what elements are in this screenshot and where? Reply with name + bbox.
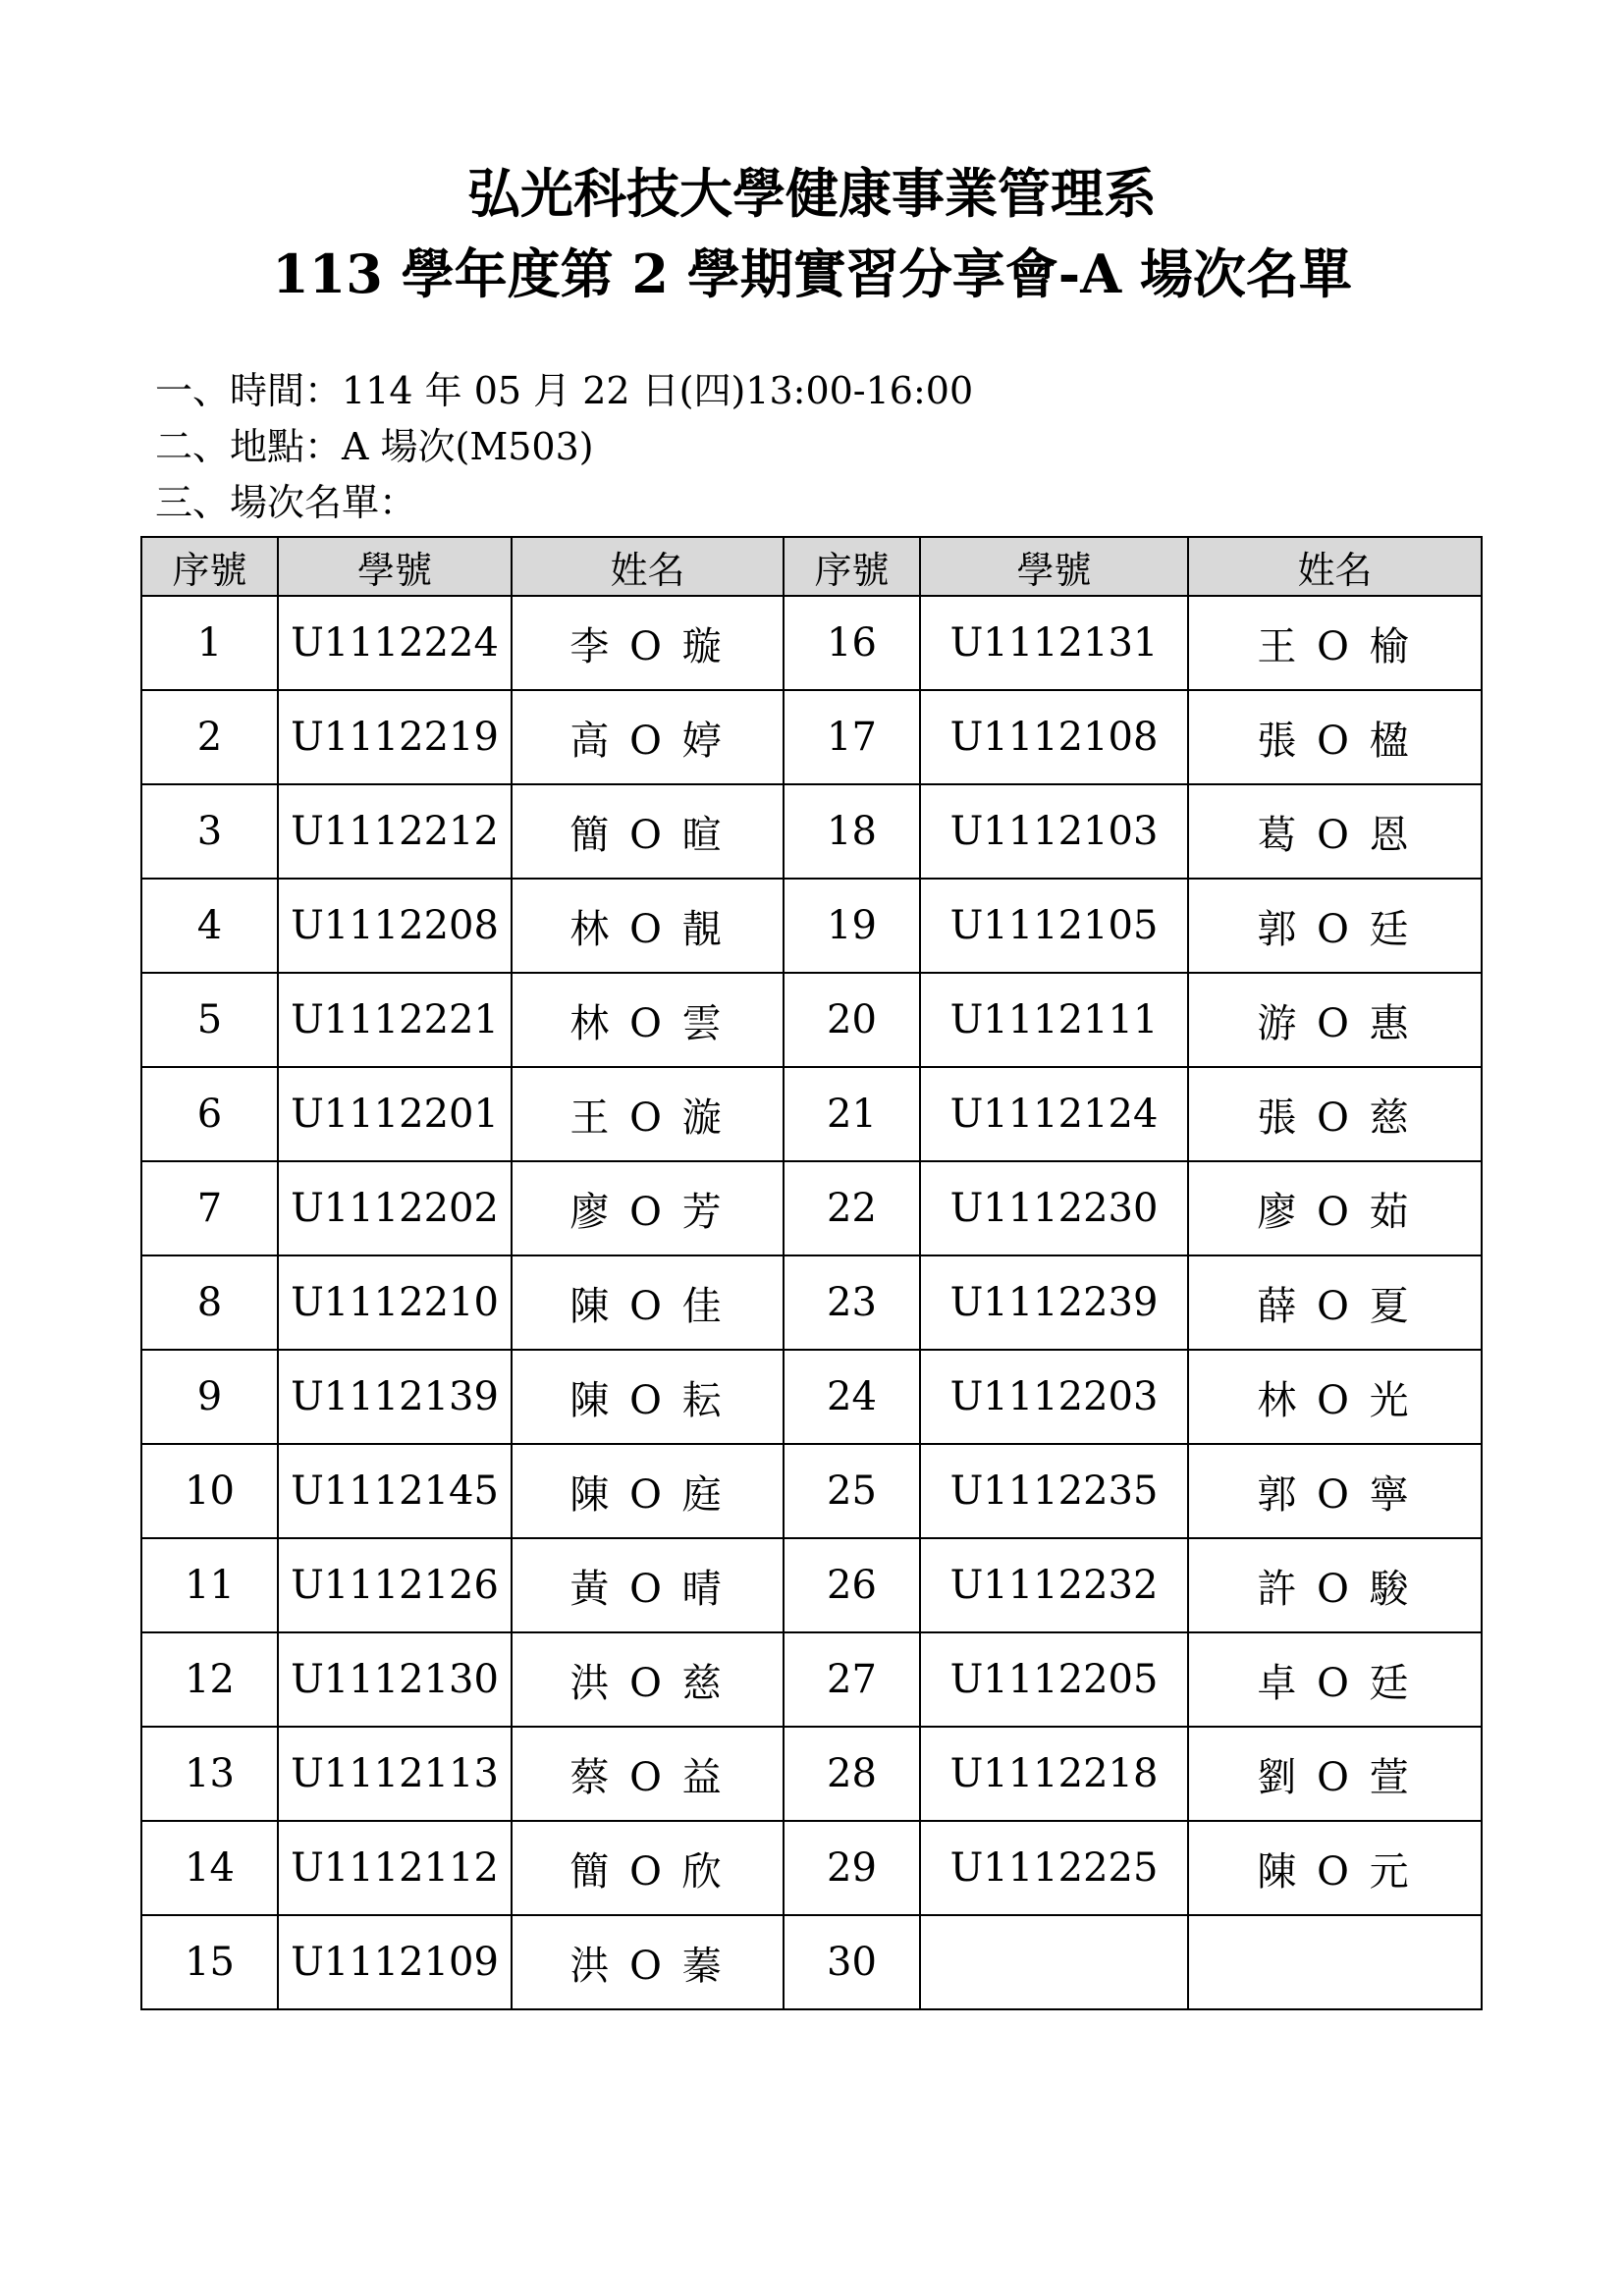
student-id-cell: U1112139 [278,1350,512,1444]
seq-cell: 10 [141,1444,278,1538]
seq-cell: 12 [141,1632,278,1727]
student-id-cell: U1112205 [920,1632,1188,1727]
student-id-cell [920,1915,1188,2009]
seq-cell: 6 [141,1067,278,1161]
name-cell: 林 O 光 [1188,1350,1482,1444]
name-cell [1188,1915,1482,2009]
header-id-right: 學號 [920,537,1188,596]
seq-cell: 21 [784,1067,920,1161]
name-cell: 葛 O 恩 [1188,784,1482,879]
seq-cell: 30 [784,1915,920,2009]
student-id-cell: U1112224 [278,596,512,690]
table-row [141,596,1482,690]
name-cell: 陳 O 元 [1188,1821,1482,1915]
seq-cell: 24 [784,1350,920,1444]
student-id-cell: U1112203 [920,1350,1188,1444]
roster-body [141,596,1482,2009]
info-time: 一、時間：114 年 05 月 22 日(四)13:00-16:00 [155,369,974,412]
table-row [141,1444,1482,1538]
table-row [141,1821,1482,1915]
seq-cell: 17 [784,690,920,784]
name-cell: 林 O 雲 [512,973,784,1067]
name-cell: 陳 O 佳 [512,1255,784,1350]
name-cell: 洪 O 慈 [512,1632,784,1727]
name-cell: 陳 O 庭 [512,1444,784,1538]
seq-cell: 23 [784,1255,920,1350]
info-location: 二、地點：A 場次(M503) [155,425,594,468]
name-cell: 卓 O 廷 [1188,1632,1482,1727]
student-id-cell: U1112212 [278,784,512,879]
student-id-cell: U1112126 [278,1538,512,1632]
header-name-right: 姓名 [1188,537,1482,596]
seq-cell: 29 [784,1821,920,1915]
table-row [141,1161,1482,1255]
roster-table [140,536,1483,2010]
name-cell: 陳 O 耘 [512,1350,784,1444]
table-row [141,1067,1482,1161]
seq-cell: 20 [784,973,920,1067]
name-cell: 李 O 璇 [512,596,784,690]
name-cell: 薛 O 夏 [1188,1255,1482,1350]
table-header-row [141,537,1482,596]
seq-cell: 28 [784,1727,920,1821]
seq-cell: 3 [141,784,278,879]
student-id-cell: U1112230 [920,1161,1188,1255]
table-row [141,784,1482,879]
name-cell: 王 O 漩 [512,1067,784,1161]
seq-cell: 5 [141,973,278,1067]
seq-cell: 11 [141,1538,278,1632]
table-row [141,1915,1482,2009]
table-row [141,1255,1482,1350]
seq-cell: 9 [141,1350,278,1444]
name-cell: 高 O 婷 [512,690,784,784]
seq-cell: 27 [784,1632,920,1727]
student-id-cell: U1112145 [278,1444,512,1538]
student-id-cell: U1112130 [278,1632,512,1727]
table-row [141,879,1482,973]
name-cell: 簡 O 欣 [512,1821,784,1915]
student-id-cell: U1112108 [920,690,1188,784]
table-row [141,1727,1482,1821]
student-id-cell: U1112235 [920,1444,1188,1538]
table-row [141,1632,1482,1727]
seq-cell: 8 [141,1255,278,1350]
seq-cell: 26 [784,1538,920,1632]
name-cell: 張 O 慈 [1188,1067,1482,1161]
name-cell: 郭 O 寧 [1188,1444,1482,1538]
student-id-cell: U1112111 [920,973,1188,1067]
name-cell: 黃 O 晴 [512,1538,784,1632]
student-id-cell: U1112202 [278,1161,512,1255]
seq-cell: 25 [784,1444,920,1538]
seq-cell: 18 [784,784,920,879]
header-seq-right: 序號 [784,537,920,596]
student-id-cell: U1112225 [920,1821,1188,1915]
seq-cell: 4 [141,879,278,973]
student-id-cell: U1112239 [920,1255,1188,1350]
name-cell: 游 O 惠 [1188,973,1482,1067]
student-id-cell: U1112109 [278,1915,512,2009]
student-id-cell: U1112210 [278,1255,512,1350]
student-id-cell: U1112218 [920,1727,1188,1821]
student-id-cell: U1112113 [278,1727,512,1821]
name-cell: 王 O 榆 [1188,596,1482,690]
seq-cell: 15 [141,1915,278,2009]
seq-cell: 16 [784,596,920,690]
seq-cell: 19 [784,879,920,973]
student-id-cell: U1112105 [920,879,1188,973]
table-row [141,1538,1482,1632]
seq-cell: 1 [141,596,278,690]
student-id-cell: U1112201 [278,1067,512,1161]
seq-cell: 7 [141,1161,278,1255]
student-id-cell: U1112103 [920,784,1188,879]
name-cell: 林 O 靚 [512,879,784,973]
student-id-cell: U1112208 [278,879,512,973]
student-id-cell: U1112131 [920,596,1188,690]
student-id-cell: U1112232 [920,1538,1188,1632]
student-id-cell: U1112112 [278,1821,512,1915]
name-cell: 張 O 楹 [1188,690,1482,784]
document-title: 弘光科技大學健康事業管理系 [467,162,1157,225]
name-cell: 蔡 O 益 [512,1727,784,1821]
name-cell: 郭 O 廷 [1188,879,1482,973]
name-cell: 許 O 駿 [1188,1538,1482,1632]
student-id-cell: U1112219 [278,690,512,784]
table-row [141,690,1482,784]
header-seq-left: 序號 [141,537,278,596]
name-cell: 洪 O 蓁 [512,1915,784,2009]
document-subtitle: 113 學年度第 2 學期實習分享會-A 場次名單 [272,242,1352,305]
name-cell: 廖 O 芳 [512,1161,784,1255]
name-cell: 廖 O 茹 [1188,1161,1482,1255]
table-row [141,973,1482,1067]
header-id-left: 學號 [278,537,512,596]
student-id-cell: U1112124 [920,1067,1188,1161]
seq-cell: 14 [141,1821,278,1915]
student-id-cell: U1112221 [278,973,512,1067]
name-cell: 劉 O 萱 [1188,1727,1482,1821]
name-cell: 簡 O 暄 [512,784,784,879]
info-list-heading: 三、場次名單： [155,481,417,524]
header-name-left: 姓名 [512,537,784,596]
seq-cell: 2 [141,690,278,784]
table-row [141,1350,1482,1444]
seq-cell: 13 [141,1727,278,1821]
seq-cell: 22 [784,1161,920,1255]
